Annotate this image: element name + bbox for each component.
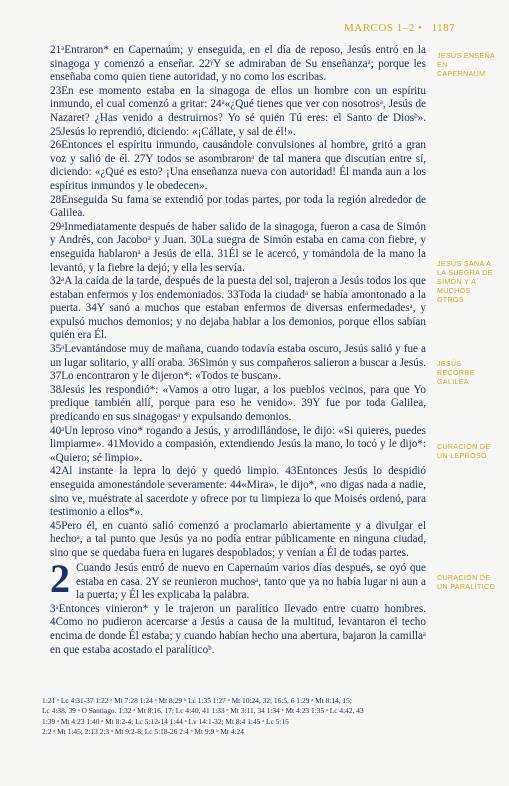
paragraph: 26Entonces el espíritu inmundo, causándole convulsiones al hombre, gritó a gran voz y salió de él. 27Y todos se asombraronᵃ de tal manera que discutían entre sí, diciendo: «¿Qué es esto? ¡Una enseñanza nueva con autoridad! Él manda aun a los espíritus inmundos y le obedecen».	[50, 139, 426, 192]
paragraph: 40ᵃUn leproso vino* rogando a Jesús, y arrodillándose, le dijo: «Si quieres, puedes limpiarme». 41Movido a compasión, extendiendo Jesús la mano, lo tocó y le dijo*: «Quiero; sé limpio».	[50, 424, 426, 464]
sidenote-leproso: CURACIÓN DE UN LEPROSO	[437, 444, 491, 460]
chapter-2	[50, 556, 426, 657]
paragraph: 21ᵃEntraron* en Capernaúm; y enseguida, en el día de reposo, Jesús entró en la sinagoga y comenzó a enseñar. 22ᵞY se admiraban de Su enseñanzaᵃ; porque les enseñaba como quien tiene autoridad, y no como los escribas.	[50, 44, 426, 84]
sidenote-suegra: JESÚS SANA A LA SUEGRA DE SIMÓN Y A MUCHOS OTROS	[437, 261, 493, 304]
page-number: 1187	[431, 22, 456, 34]
running-head	[344, 22, 455, 34]
paragraph: 35ᵃLevantándose muy de mañana, cuando todavía estaba oscuro, Jesús salió y fue a un lugar solitario, y allí oraba. 36Simón y sus compañeros salieron a buscar a Jesús. 37Lo encontraron y le dijeron*: «Todos te buscan».	[50, 343, 426, 383]
separator: •	[417, 22, 423, 34]
note-line: 1:21 ᵃ Lc 4:31-37 1:22 ᵃ Mt 7:28 1:24 ᵃ Mt 8:29 ᵇ Lc 1:35 1:27 ᵃ Mt 10:24, 32; 16:5, 6 1:29 ᵃ Mt 8:14, 15;	[42, 696, 352, 705]
paragraph: 23En ese momento estaba en la sinagoga de ellos un hombre con un espíritu inmundo, el cual comenzó a gritar: 24ᵃ«¿Qué tienes que ver con nosotrosᵃ, Jesús de Nazaret? ¿Has venido a destruirnos? Yo sé quién Tú eres: el Santo de Diosᵇ». 25Jesús lo reprendió, diciendo: «¡Cállate, y sal de él!».	[50, 84, 426, 138]
paragraph: Cuando Jesús entró de nuevo en Capernaúm varios días después, se oyó que estaba en casa. 2Y se reunieron muchosᵃ, tanto que ya no había lugar ni aun a la puerta; y Él les explicaba la palabra.	[76, 562, 426, 602]
cross-references	[42, 696, 442, 737]
note-line: Lc 4:38, 39 ᵃ O Santiago. 1:32 ᵃ Mt 8:16, 17; Lc 4:40, 41 1:33 ᵃ Mt 3:11, 34 1:34 ᵃ Mt 4:23 1:35 ᵃ Lc 4:42, 43	[42, 706, 364, 716]
main-text	[50, 44, 426, 561]
paragraph: 38Jesús les respondió*: «Vamos a otro lugar, a los pueblos vecinos, para que Yo predique también allí, porque para eso he venido». 39Y fue por toda Galilea, predicando en sus sinagogasᵃ y expulsando demonios.	[50, 383, 426, 424]
paragraph: 3ᵃEntonces vinieron* y le trajeron un paralítico llevado entre cuatro hombres. 4Como no pudieron acercarse a Jesús a causa de la multitud, levantaron el techo encima de donde Él estaba; y cuando habían hecho una abertura, bajaron la camillaᵃ en que estaba acostado el paralíticoᵇ.	[50, 602, 426, 656]
chapter-number: 2	[50, 556, 70, 601]
paragraph: 42Al instante la lepra lo dejó y quedó limpio. 43Entonces Jesús lo despidió enseguida amonestándole severamente: 44«Mira», le dijo*, «no digas nada a nadie, sino ve, muéstrate al sacerdote y ofrece por tu limpieza lo que Moisés ordenó, para testimonio a ellos*».	[50, 465, 426, 519]
note-line: 1:39 ᵃ Mt 4:23 1:40 ᵃ Mt 8:2-4; Lc 5:12-14 1:44 ᵃ Lv 14:1-32; Mt 8:4 1:45 ᵃ Lc 5:15	[42, 716, 289, 726]
sidenote-galilea: JESÚS RECORRE GALILEA	[437, 361, 475, 386]
sidenote-ensena: JESÚS ENSEÑA EN CAPERNAÚM	[437, 53, 495, 78]
book-chapter-title: MARCOS 1–2	[344, 22, 415, 34]
sidenote-paralitico: CURACIÓN DE UN PARALÍTICO	[437, 575, 496, 591]
note-line: 2:2 ᵃ Mt 1:45; 2:13 2:3 ᵃ Mt 9:2-8; Lc 5:18-26 2:4 ᵃ Mt 9:9 ᵇ Mt 4:24	[42, 726, 244, 736]
paragraph: 32ᵃA la caída de la tarde, después de la puesta del sol, trajeron a Jesús todos los que estaban enfermos y los endemoniados. 33Toda la ciudadᵃ se había amontonado a la puerta. 34Y sanó a muchos que estaban enfermos de diversas enfermedadesᵃ, y expulsó muchos demonios; y no dejaba hablar a los demonios, porque ellos sabían quién era Él.	[50, 275, 426, 342]
paragraph: 28Enseguida Su fama se extendió por todas partes, por toda la región alrededor de Galilea.	[50, 193, 426, 220]
paragraph: 45Pero él, en cuanto salió comenzó a proclamarlo abiertamente y a divulgar el hechoᵃ, a tal punto que Jesús ya no podía entrar públicamente en ninguna ciudad, sino que se quedaba fuera en lugares despoblados; y venían a Él de todas partes.	[50, 519, 426, 559]
paragraph: 29ᵃInmediatamente después de haber salido de la sinagoga, fueron a casa de Simón y Andrés, con Jacoboᵃ y Juan. 30La suegra de Simón estaba en cama con fiebre, y enseguida hablaronᵃ a Jesús de ella. 31Él se le acercó, y tomándola de la mano la levantó, y la fiebre la dejó; y ella les servía.	[50, 220, 426, 274]
